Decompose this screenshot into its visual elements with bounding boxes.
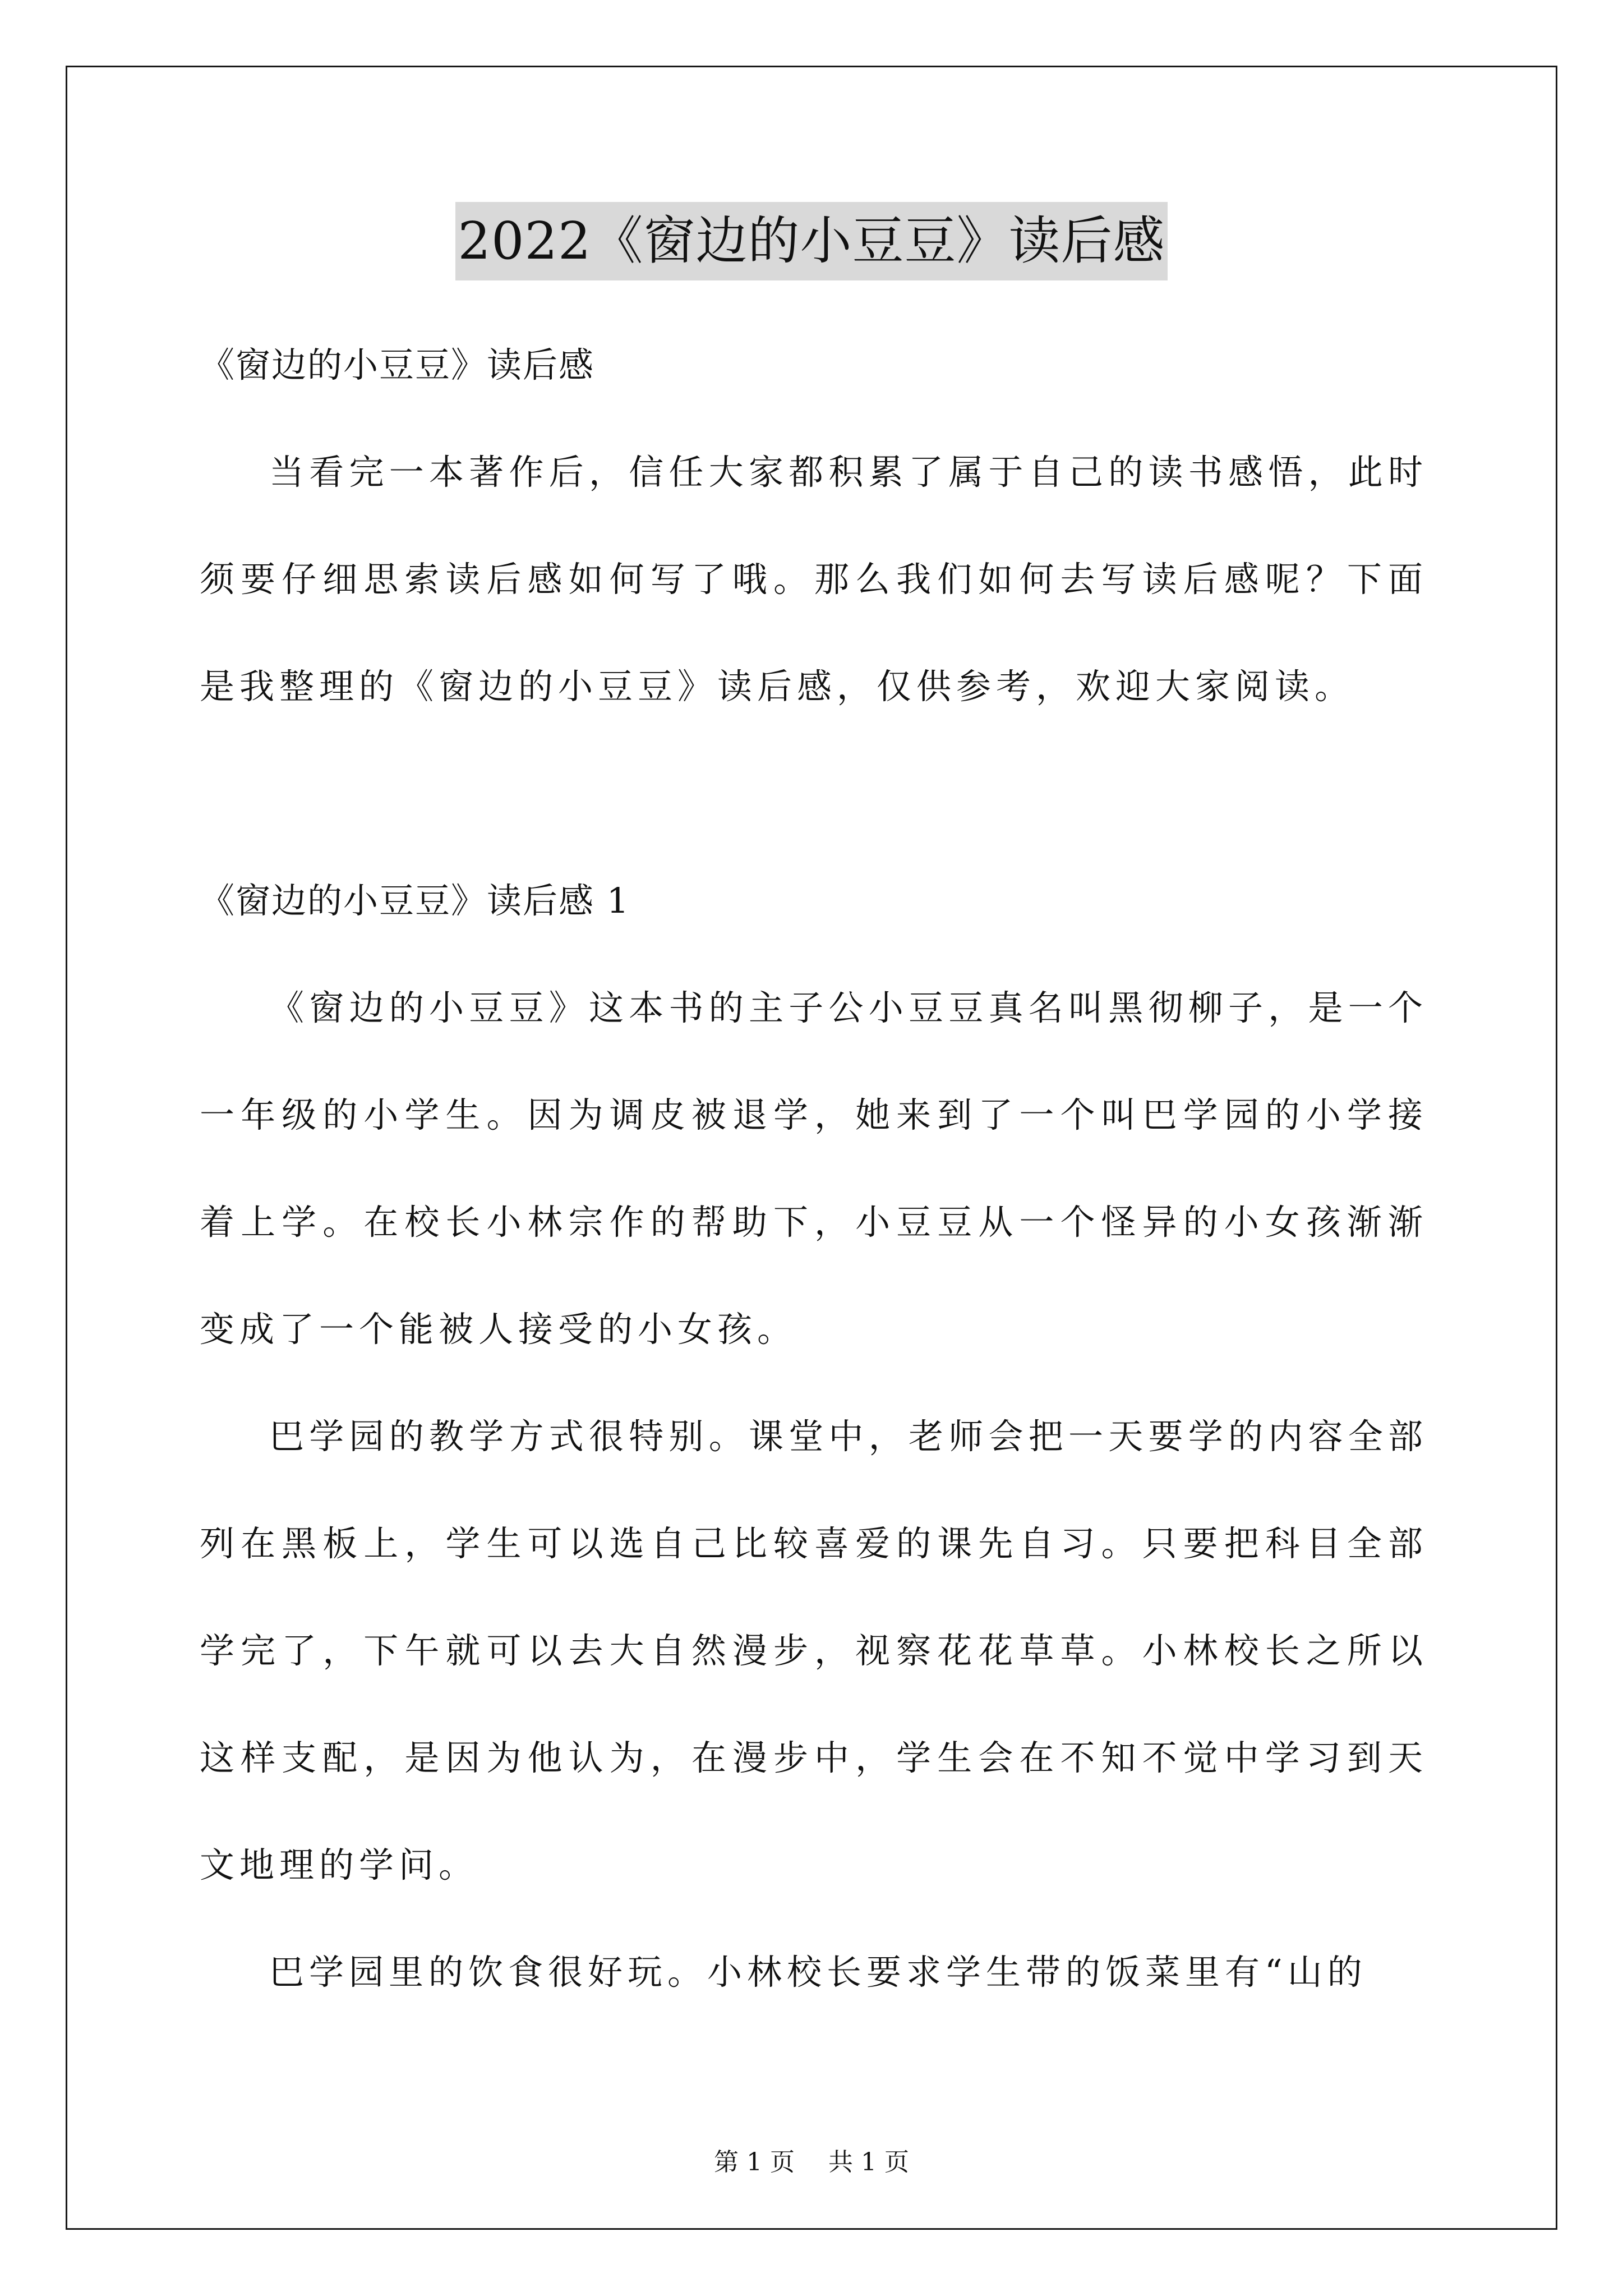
document-title: 2022《窗边的小豆豆》读后感 <box>455 202 1167 280</box>
page-total: 共 1 页 <box>828 2148 909 2177</box>
section-heading: 《窗边的小豆豆》读后感 1 <box>200 880 630 921</box>
body-paragraph-1: 《窗边的小豆豆》这本书的主子公小豆豆真名叫黑彻柳子，是一个一年级的小学生。因为调皮被退学，她来到了一个叫巴学园的小学接着上学。在校长小林宗作的帮助下，小豆豆从一个怪异的小女孩渐渐变成了一个能被人接受的小女孩。 <box>200 987 1428 1350</box>
body-paragraph-3: 巴学园里的饮食很好玩。小林校长要求学生带的饭菜里有“山的 <box>269 1952 1367 1993</box>
page-footer <box>0 2146 1623 2179</box>
body-paragraph-2: 巴学园的教学方式很特别。课堂中，老师会把一天要学的内容全部列在黑板上，学生可以选自己比较喜爱的课先自习。只要把科目全部学完了，下午就可以去大自然漫步，视察花花草草。小林校长之所以这样支配，是因为他认为，在漫步中，学生会在不知不觉中学习到天文地理的学问。 <box>200 1416 1428 1885</box>
subtitle: 《窗边的小豆豆》读后感 <box>200 344 595 385</box>
intro-paragraph: 当看完一本著作后，信任大家都积累了属于自己的读书感悟，此时须要仔细思索读后感如何写了哦。那么我们如何去写读后感呢？下面是我整理的《窗边的小豆豆》读后感，仅供参考，欢迎大家阅读。 <box>200 452 1428 707</box>
document-body <box>200 311 1428 2026</box>
page-number: 第 1 页 <box>714 2148 795 2177</box>
title-container <box>0 202 1623 280</box>
